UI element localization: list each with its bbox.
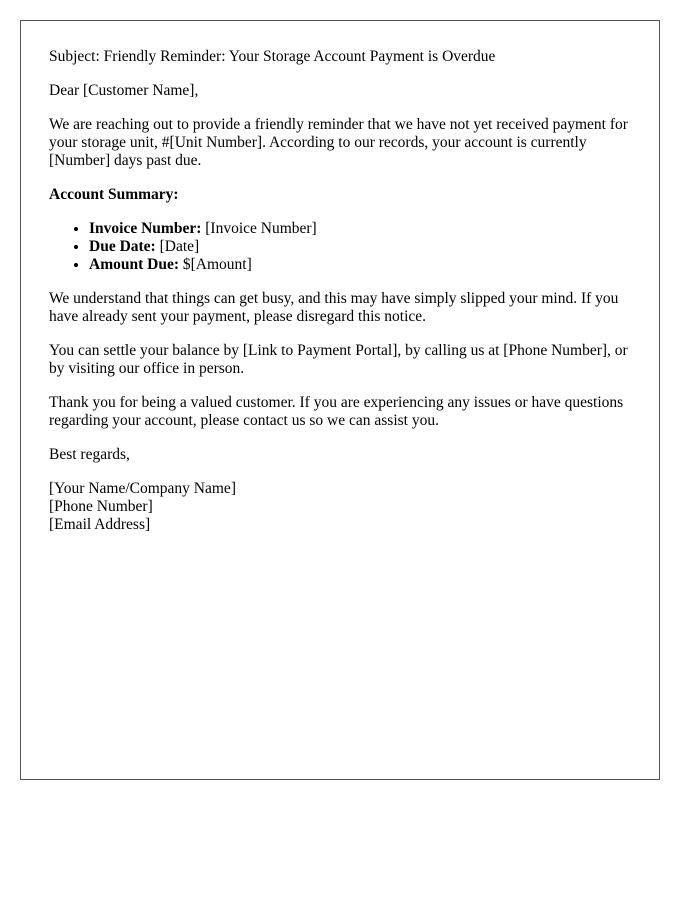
summary-item-amount-due (89, 256, 631, 274)
summary-item-value: $[Amount] (179, 256, 252, 273)
summary-item-invoice-number (89, 220, 631, 238)
understanding-paragraph: We understand that things can get busy, and this may have simply slipped your mind. If you have already sent your payment, please disregard this notice. (49, 290, 619, 325)
account-summary-list (49, 220, 631, 274)
letter-page (20, 20, 660, 780)
signature-phone: [Phone Number] (49, 498, 153, 515)
signature-name: [Your Name/Company Name] (49, 480, 236, 497)
thanks-paragraph: Thank you for being a valued customer. If you are experiencing any issues or have questions regarding your account, please contact us so we can assist you. (49, 394, 624, 429)
summary-item-label: Invoice Number: (89, 220, 202, 237)
signature-email: [Email Address] (49, 516, 151, 533)
closing: Best regards, (49, 446, 130, 463)
summary-item-value: [Date] (155, 238, 200, 255)
summary-item-label: Amount Due: (89, 256, 179, 273)
summary-item-value: [Invoice Number] (201, 220, 317, 237)
payment-options-paragraph: You can settle your balance by [Link to Payment Portal], by calling us at [Phone Number], or by visiting our office in person. (49, 342, 628, 377)
summary-item-due-date (89, 238, 631, 256)
salutation: Dear [Customer Name], (49, 82, 199, 99)
intro-paragraph: We are reaching out to provide a friendly reminder that we have not yet received payment for your storage unit, #[Unit Number]. According to our records, your account is currently [Number] days past due. (49, 116, 628, 169)
summary-item-label: Due Date: (89, 238, 156, 255)
signature-block (49, 480, 631, 534)
account-summary-heading: Account Summary: (49, 186, 179, 203)
subject-line: Subject: Friendly Reminder: Your Storage Account Payment is Overdue (49, 48, 496, 65)
